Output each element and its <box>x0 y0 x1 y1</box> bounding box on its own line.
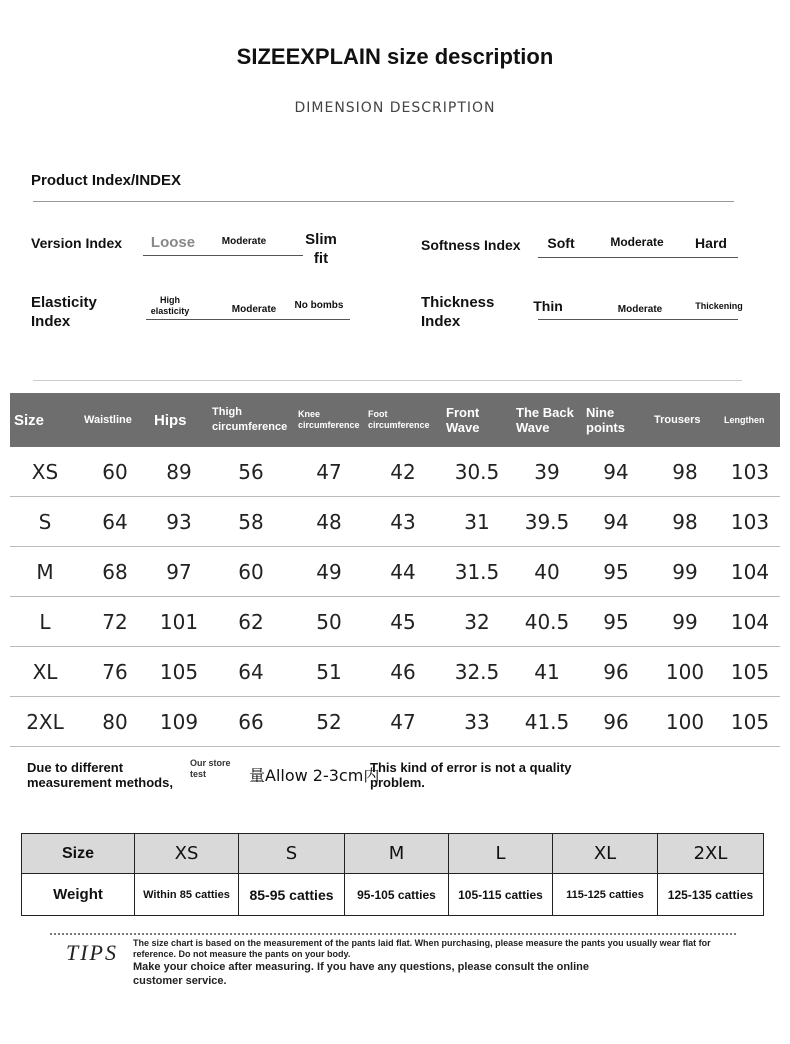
size-label-cell: XL <box>10 647 80 697</box>
measurement-cell: 32.5 <box>442 647 512 697</box>
measurement-cell: 80 <box>80 697 150 747</box>
measurement-cell: 30.5 <box>442 447 512 497</box>
measurement-cell: 105 <box>150 647 208 697</box>
section-divider-bottom <box>33 380 742 381</box>
measurement-cell: 50 <box>294 597 364 647</box>
weight-value-cell: 95-105 catties <box>345 874 449 916</box>
tips-text-2: Make your choice after measuring. If you have any questions, please consult the online customer service. <box>133 961 590 987</box>
weight-value-cell: 105-115 catties <box>449 874 553 916</box>
measurement-cell: 46 <box>364 647 442 697</box>
measurement-cell: 32 <box>442 597 512 647</box>
measurement-cell: 45 <box>364 597 442 647</box>
measurement-cell: 42 <box>364 447 442 497</box>
measurement-cell: 49 <box>294 547 364 597</box>
measurement-cell: 94 <box>582 497 650 547</box>
measurement-cell: 64 <box>208 647 294 697</box>
thickness-option-moderate: Moderate <box>617 304 663 315</box>
weight-table-size-row <box>22 834 764 874</box>
measurement-cell: 99 <box>650 547 720 597</box>
measurement-cell: 99 <box>650 597 720 647</box>
measurement-cell: 48 <box>294 497 364 547</box>
size-label-cell: 2XL <box>10 697 80 747</box>
table-row <box>10 497 780 547</box>
measurement-cell: 62 <box>208 597 294 647</box>
version-option-moderate: Moderate <box>221 236 267 247</box>
elasticity-index-label: Elasticity Index <box>31 294 97 330</box>
measurement-cell: 47 <box>364 697 442 747</box>
measurement-cell: 100 <box>650 697 720 747</box>
note-error-disclaimer: This kind of error is not a quality problem. <box>370 760 572 790</box>
elasticity-option-moderate: Moderate <box>231 304 277 315</box>
weight-table-size-label: Size <box>22 834 135 874</box>
section-divider <box>33 201 734 202</box>
thickness-option-thin: Thin <box>533 298 563 314</box>
measurement-cell: 105 <box>720 697 780 747</box>
measurement-cell: 52 <box>294 697 364 747</box>
measurement-cell: 60 <box>80 447 150 497</box>
weight-table-weight-row <box>22 874 764 916</box>
version-index-label: Version Index <box>31 235 123 251</box>
measurement-cell: 104 <box>720 597 780 647</box>
measurement-cell: 94 <box>582 447 650 497</box>
measurement-cell: 64 <box>80 497 150 547</box>
version-scale-line <box>143 255 303 256</box>
size-label-cell: XS <box>10 447 80 497</box>
note-measurement-methods <box>27 760 187 790</box>
weight-size-cell: M <box>345 834 449 874</box>
measurement-cell: 105 <box>720 647 780 697</box>
col-header-lengthen: Lengthen <box>720 393 780 447</box>
col-header-waistline: Waistline <box>80 393 150 447</box>
page-subtitle: DIMENSION DESCRIPTION <box>294 100 496 116</box>
size-label-cell: M <box>10 547 80 597</box>
measurement-cell: 98 <box>650 497 720 547</box>
measurement-cell: 58 <box>208 497 294 547</box>
measurement-cell: 43 <box>364 497 442 547</box>
measurement-cell: 33 <box>442 697 512 747</box>
weight-size-cell: XL <box>553 834 658 874</box>
softness-index-label: Softness Index <box>421 237 521 253</box>
col-header-front-wave: Front Wave <box>442 393 512 447</box>
note-store-test: Our store test <box>190 758 231 779</box>
measurement-cell: 93 <box>150 497 208 547</box>
softness-option-moderate: Moderate <box>610 235 664 249</box>
measurement-cell: 60 <box>208 547 294 597</box>
size-table-header-row <box>10 393 780 447</box>
product-index-heading: Product Index/INDEX <box>31 172 182 189</box>
measurement-cell: 41.5 <box>512 697 582 747</box>
col-header-size: Size <box>10 393 80 447</box>
measurement-cell: 96 <box>582 647 650 697</box>
measurement-cell: 44 <box>364 547 442 597</box>
weight-size-cell: XS <box>135 834 239 874</box>
table-row <box>10 647 780 697</box>
tips-divider <box>50 933 736 935</box>
weight-value-cell: 115-125 catties <box>553 874 658 916</box>
table-row <box>10 447 780 497</box>
softness-option-hard: Hard <box>695 235 727 251</box>
size-label-cell: L <box>10 597 80 647</box>
note-text-1: Due to different measurement methods, <box>27 760 173 790</box>
table-row <box>10 697 780 747</box>
measurement-cell: 31.5 <box>442 547 512 597</box>
weight-value-cell: 125-135 catties <box>658 874 764 916</box>
measurement-cell: 103 <box>720 447 780 497</box>
table-row <box>10 547 780 597</box>
col-header-foot: Foot circumference <box>364 393 442 447</box>
measurement-cell: 40.5 <box>512 597 582 647</box>
thickness-scale-line <box>538 319 738 320</box>
col-header-trousers: Trousers <box>650 393 720 447</box>
measurement-cell: 41 <box>512 647 582 697</box>
measurement-cell: 39 <box>512 447 582 497</box>
measurement-cell: 72 <box>80 597 150 647</box>
measurement-cell: 101 <box>150 597 208 647</box>
elasticity-scale-line <box>146 319 350 320</box>
weight-table-weight-label: Weight <box>22 874 135 916</box>
page-title: SIZEEXPLAIN size description <box>236 44 554 69</box>
col-header-back-wave: The Back Wave <box>512 393 582 447</box>
note-allow-range: 量Allow 2-3cm内 <box>249 766 380 785</box>
size-measurement-table <box>10 393 780 747</box>
col-header-thigh: Thigh circumference <box>208 393 294 447</box>
col-header-knee: Knee circumference <box>294 393 364 447</box>
measurement-cell: 39.5 <box>512 497 582 547</box>
col-header-hips: Hips <box>150 393 208 447</box>
table-row <box>10 597 780 647</box>
measurement-cell: 96 <box>582 697 650 747</box>
weight-size-cell: L <box>449 834 553 874</box>
measurement-cell: 76 <box>80 647 150 697</box>
measurement-cell: 51 <box>294 647 364 697</box>
tips-heading: TIPS <box>66 940 118 965</box>
measurement-cell: 56 <box>208 447 294 497</box>
measurement-cell: 68 <box>80 547 150 597</box>
col-header-nine-points: Nine points <box>582 393 650 447</box>
weight-table <box>21 833 764 916</box>
measurement-cell: 89 <box>150 447 208 497</box>
measurement-cell: 97 <box>150 547 208 597</box>
weight-size-cell: 2XL <box>658 834 764 874</box>
thickness-option-thickening: Thickening <box>695 301 743 311</box>
elasticity-option-high: High elasticity <box>150 295 190 316</box>
measurement-cell: 103 <box>720 497 780 547</box>
softness-scale-line <box>538 257 738 258</box>
measurement-cell: 104 <box>720 547 780 597</box>
measurement-cell: 109 <box>150 697 208 747</box>
tips-text-1: The size chart is based on the measurement of the pants laid flat. When purchasing, please measure the pants you usually wear flat for reference. Do not measure the pants on your body. <box>133 938 711 959</box>
weight-value-cell: 85-95 catties <box>239 874 345 916</box>
elasticity-option-no-bombs: No bombs <box>294 300 344 311</box>
measurement-cell: 47 <box>294 447 364 497</box>
measurement-cell: 100 <box>650 647 720 697</box>
measurement-cell: 95 <box>582 597 650 647</box>
weight-value-cell: Within 85 catties <box>135 874 239 916</box>
measurement-cell: 66 <box>208 697 294 747</box>
weight-size-cell: S <box>239 834 345 874</box>
measurement-cell: 31 <box>442 497 512 547</box>
measurement-cell: 95 <box>582 547 650 597</box>
softness-option-soft: Soft <box>547 235 575 251</box>
version-option-loose: Loose <box>150 234 196 251</box>
thickness-index-label: Thickness Index <box>421 294 495 330</box>
measurement-cell: 98 <box>650 447 720 497</box>
version-option-slim-fit: Slim fit <box>305 231 337 267</box>
size-label-cell: S <box>10 497 80 547</box>
measurement-cell: 40 <box>512 547 582 597</box>
